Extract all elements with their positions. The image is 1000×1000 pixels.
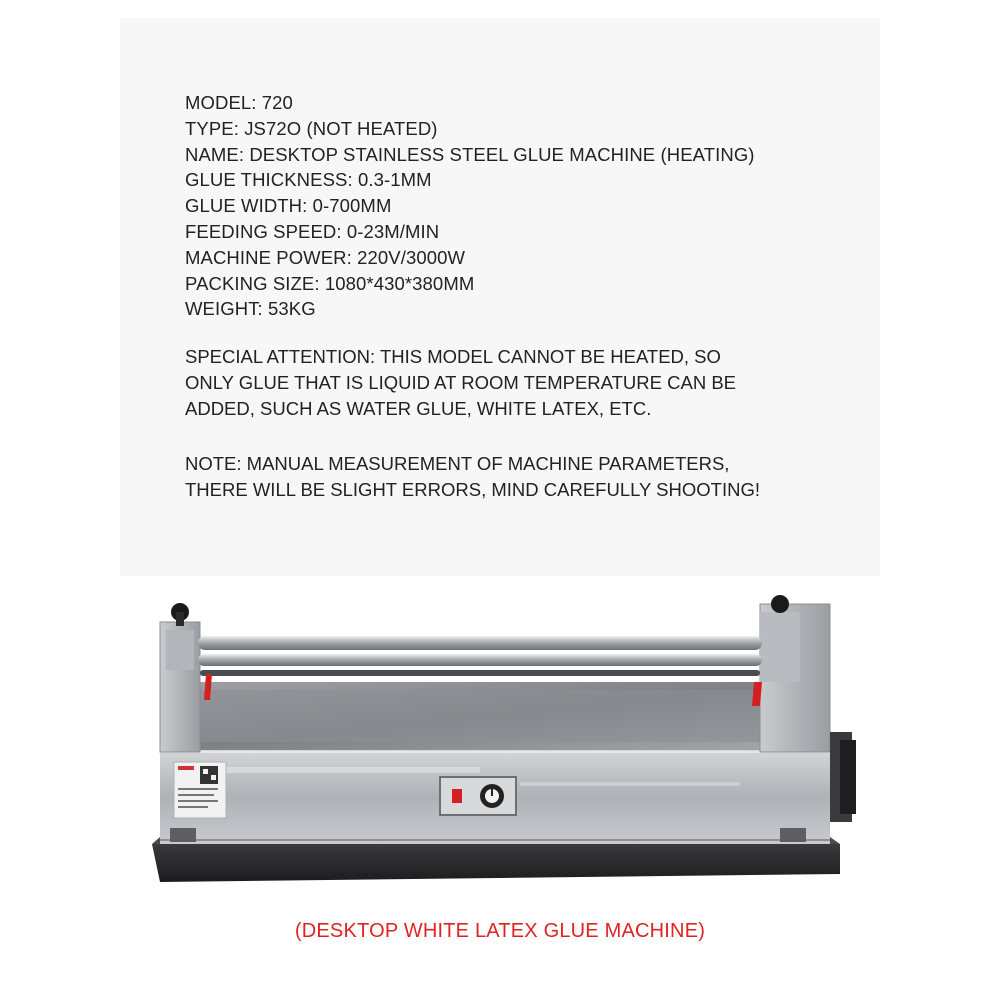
left-roller-bracket <box>160 603 200 752</box>
attention-line: SPECIAL ATTENTION: THIS MODEL CANNOT BE HEATED, SO <box>185 346 721 367</box>
spec-packing-size: PACKING SIZE: 1080*430*380MM <box>185 272 475 294</box>
special-attention-text <box>185 344 865 421</box>
note-text <box>185 451 865 503</box>
attention-line: ADDED, SUCH AS WATER GLUE, WHITE LATEX, ETC. <box>185 397 652 419</box>
product-caption: (DESKTOP WHITE LATEX GLUE MACHINE) <box>294 920 706 942</box>
spec-list <box>185 90 865 322</box>
note-line: NOTE: MANUAL MEASUREMENT OF MACHINE PARAMETERS, <box>185 453 730 474</box>
glue-machine-photo <box>140 582 870 902</box>
spec-weight: WEIGHT: 53KG <box>185 298 316 320</box>
machine-body <box>160 682 830 844</box>
spec-feeding-speed: FEEDING SPEED: 0-23M/MIN <box>185 220 440 242</box>
spec-glue-width: GLUE WIDTH: 0-700MM <box>185 195 392 217</box>
glue-rollers <box>198 636 762 676</box>
note-line: THERE WILL BE SLIGHT ERRORS, MIND CAREFULLY SHOOTING! <box>185 478 760 500</box>
spec-name: NAME: DESKTOP STAINLESS STEEL GLUE MACHINE (HEATING) <box>185 143 755 165</box>
control-panel <box>440 777 516 815</box>
attention-line: ONLY GLUE THAT IS LIQUID AT ROOM TEMPERATURE CAN BE <box>185 371 737 393</box>
label-sticker <box>174 762 226 818</box>
spec-machine-power: MACHINE POWER: 220V/3000W <box>185 246 466 268</box>
spec-type: TYPE: JS72O (NOT HEATED) <box>185 117 438 139</box>
spec-glue-thickness: GLUE THICKNESS: 0.3-1MM <box>185 169 432 191</box>
spec-model: MODEL: 720 <box>185 92 293 113</box>
